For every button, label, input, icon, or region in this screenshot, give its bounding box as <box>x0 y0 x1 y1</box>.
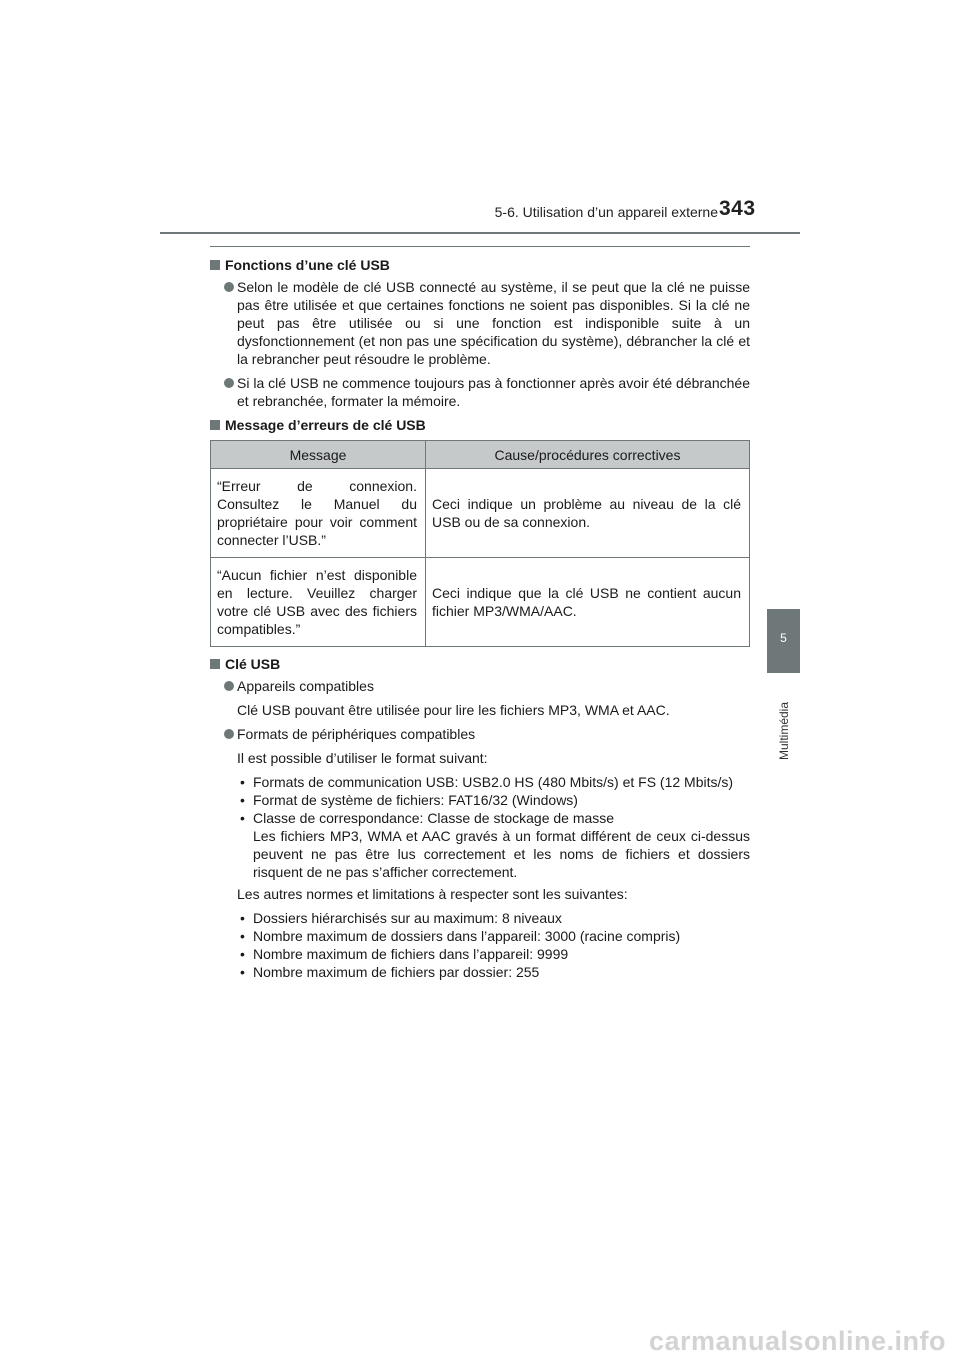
bullet-item <box>210 677 750 695</box>
list-item-text: Nombre maximum de dossiers dans l’appareil: 3000 (racine compris) <box>253 928 681 944</box>
list-item <box>237 773 750 791</box>
table-cell-cause: Ceci indique un problème au niveau de la clé USB ou de sa connexion. <box>426 469 750 558</box>
table-row <box>211 558 750 647</box>
page-content <box>210 252 750 985</box>
dot-marker-icon: • <box>240 774 245 790</box>
bullet-text: Formats de périphériques compatibles <box>237 726 476 742</box>
bullet-text: Si la clé USB ne commence toujours pas à fonctionner après avoir été débranchée et rebranchée, formater la mémoire. <box>237 375 750 409</box>
dot-marker-icon: • <box>240 946 245 962</box>
list-item <box>237 927 750 945</box>
paragraph: Les autres normes et limitations à respecter sont les suivantes: <box>237 886 628 902</box>
table-header-cause: Cause/procédures correctives <box>426 441 750 469</box>
section-title-text: Clé USB <box>225 656 281 672</box>
list-item <box>237 809 750 827</box>
list-item <box>237 963 750 981</box>
list-item-text: Dossiers hiérarchisés sur au maximum: 8 niveaux <box>253 910 562 926</box>
section-title-text: Message d’erreurs de clé USB <box>225 417 426 433</box>
square-bullet-icon <box>210 260 220 270</box>
table-header-message: Message <box>211 441 426 469</box>
dot-marker-icon: • <box>240 928 245 944</box>
list-item-text: Nombre maximum de fichiers par dossier: 255 <box>253 964 540 980</box>
section-title-text: Fonctions d’une clé USB <box>225 257 390 273</box>
bullet-text: Appareils compatibles <box>237 678 374 694</box>
header-rule <box>160 232 800 234</box>
bullet-item <box>210 374 750 410</box>
table-cell-message: “Aucun fichier n’est disponible en lecture. Veuillez charger votre clé USB avec des fichiers compatibles.” <box>211 558 426 647</box>
section-heading-usb-functions <box>210 256 750 274</box>
section-title: 5-6. Utilisation d’un appareil externe <box>494 204 718 220</box>
dot-marker-icon: • <box>240 964 245 980</box>
chapter-tab[interactable] <box>767 609 800 673</box>
table-row <box>211 469 750 558</box>
list-item-text: Formats de communication USB: USB2.0 HS (480 Mbits/s) et FS (12 Mbits/s) <box>253 774 734 790</box>
list-item-text: Nombre maximum de fichiers dans l’appareil: 9999 <box>253 946 569 962</box>
table-header-row <box>211 441 750 469</box>
chapter-label <box>774 675 794 765</box>
section-heading-error-messages <box>210 416 750 434</box>
section-heading-usb-key <box>210 655 750 673</box>
list-item-text: Classe de correspondance: Classe de stockage de masse <box>253 810 615 826</box>
dot-marker-icon: • <box>240 910 245 926</box>
round-bullet-icon <box>224 729 234 739</box>
square-bullet-icon <box>210 420 220 430</box>
content-rule <box>210 246 750 247</box>
dot-marker-icon: • <box>240 792 245 808</box>
table-cell-message: “Erreur de connexion. Consultez le Manuel du propriétaire pour voir comment connecter l’USB.” <box>211 469 426 558</box>
watermark-text: carmanualsonline.info <box>648 1326 946 1356</box>
round-bullet-icon <box>224 378 234 388</box>
dot-marker-icon: • <box>240 810 245 826</box>
limits-list <box>210 909 750 981</box>
list-item-text: Format de système de fichiers: FAT16/32 (Windows) <box>253 792 578 808</box>
format-list <box>210 773 750 881</box>
bullet-item <box>210 725 750 743</box>
bullet-text: Selon le modèle de clé USB connecté au système, il se peut que la clé ne puisse pas être utilisée et que certaines fonctions ne soient pas disponibles. Si la clé ne peut pas être utilisée ou si une fonction est indisponible suite à un dysfonctionnement (et non pas une spécification du système), débrancher la clé et la rebrancher peut résoudre le problème. <box>237 279 750 367</box>
table-cell-cause: Ceci indique que la clé USB ne contient aucun fichier MP3/WMA/AAC. <box>426 558 750 647</box>
list-item <box>237 945 750 963</box>
round-bullet-icon <box>224 282 234 292</box>
square-bullet-icon <box>210 659 220 669</box>
chapter-label-text: Multimédia <box>777 701 791 760</box>
bullet-item <box>210 278 750 368</box>
format-note: Les fichiers MP3, WMA et AAC gravés à un format différent de ceux ci-dessus peuvent ne pas être lus correctement et les noms de fichiers et dossiers risquent de ne pas s’afficher correctement. <box>253 828 750 880</box>
paragraph: Il est possible d’utiliser le format suivant: <box>237 750 488 766</box>
list-item <box>237 909 750 927</box>
round-bullet-icon <box>224 681 234 691</box>
list-item <box>237 791 750 809</box>
watermark <box>0 1322 960 1358</box>
page-header <box>0 0 960 240</box>
error-message-table <box>210 440 750 647</box>
page-number: 343 <box>719 197 756 220</box>
chapter-number: 5 <box>780 631 787 645</box>
paragraph: Clé USB pouvant être utilisée pour lire les fichiers MP3, WMA et AAC. <box>237 702 670 718</box>
